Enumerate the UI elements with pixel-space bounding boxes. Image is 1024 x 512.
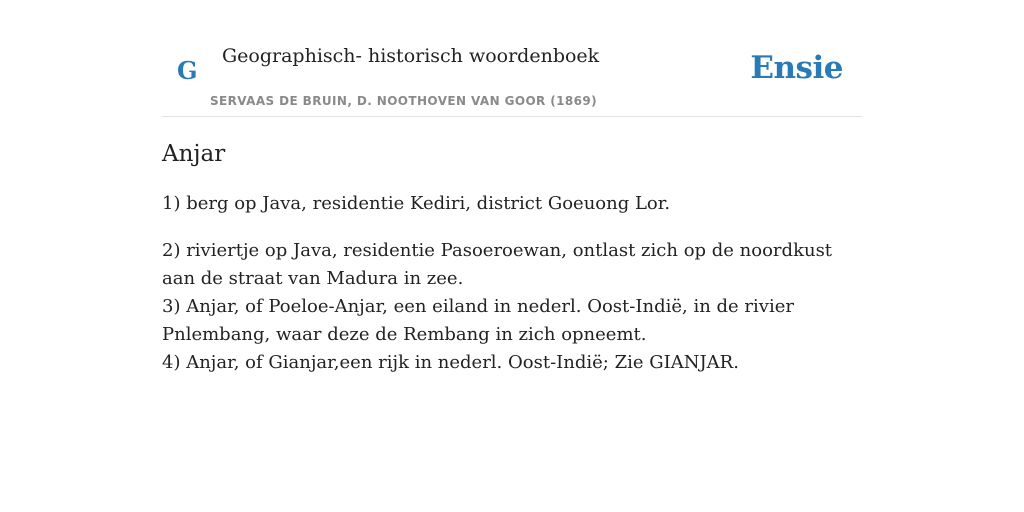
- entry-content: [162, 138, 862, 377]
- book-initial-icon[interactable]: G: [177, 56, 198, 85]
- ensie-logo[interactable]: Ensie: [750, 50, 843, 86]
- book-authors: SERVAAS DE BRUIN, D. NOOTHOVEN VAN GOOR (1869): [210, 94, 598, 108]
- definition-group: [162, 237, 862, 377]
- definition-1: 1) berg op Java, residentie Kediri, district Goeuong Lor.: [162, 193, 671, 214]
- page-header: [162, 0, 862, 117]
- book-title-link[interactable]: Geographisch- historisch woordenboek: [222, 45, 600, 67]
- definition-2: 2) riviertje op Java, residentie Pasoeroewan, ontlast zich op de noordkust aan de straat van Madura in zee.: [162, 240, 833, 289]
- definition-3: 3) Anjar, of Poeloe-Anjar, een eiland in nederl. Oost-Indië, in de rivier Pnlembang, waar deze de Rembang in zich opneemt.: [162, 296, 794, 345]
- definition-4: 4) Anjar, of Gianjar,een rijk in nederl. Oost-Indië; Zie GIANJAR.: [162, 352, 739, 373]
- entry-title: Anjar: [162, 141, 226, 167]
